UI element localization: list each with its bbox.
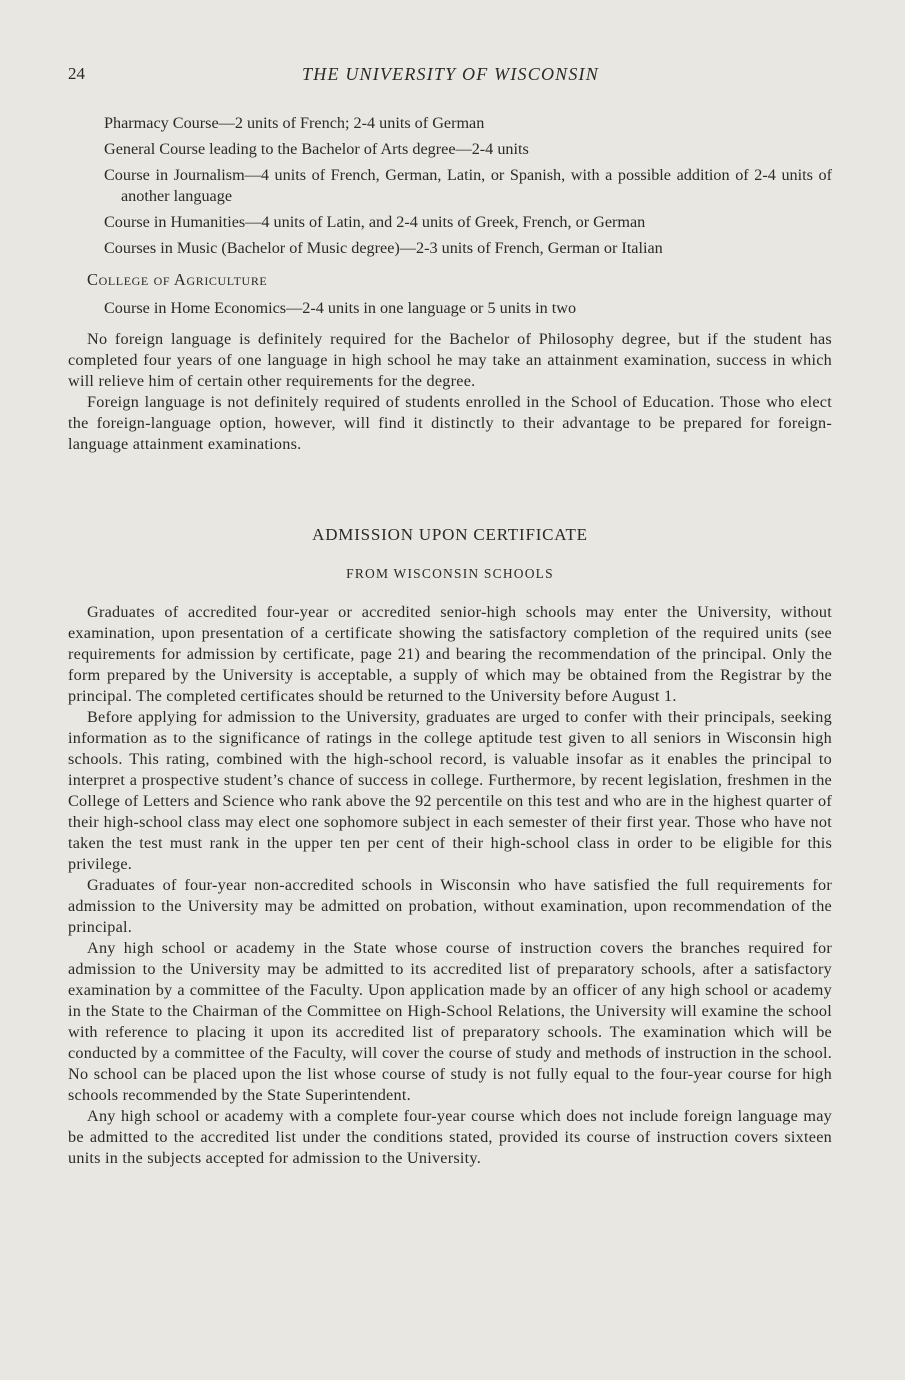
page-number: 24 [68,64,85,83]
section-body [68,602,832,1169]
list-item: Courses in Music (Bachelor of Music degree)—2-3 units of French, German or Italian [104,239,663,257]
page-body [68,113,832,1169]
list-item: Course in Humanities—4 units of Latin, and 2-4 units of Greek, French, or German [104,213,646,231]
section-title: ADMISSION UPON CERTIFICATE [312,525,588,544]
paragraph: Graduates of four-year non-accredited schools in Wisconsin who have satisfied the full requirements for admission to the University may be admitted on probation, without examination, upon recommendation of the principal. [68,876,832,936]
language-requirements-list [68,113,832,259]
running-title: THE UNIVERSITY OF WISCONSIN [302,64,599,84]
paragraph: No foreign language is definitely required for the Bachelor of Philosophy degree, but if the student has completed four years of one language in high school he may take an attainment examination, success in which will relieve him of certain other requirements for the degree. [68,330,832,390]
section-subtitle: FROM WISCONSIN SCHOOLS [346,566,554,581]
paragraph: Any high school or academy with a complete four-year course which does not include foreign language may be admitted to the accredited list under the conditions stated, provided its course of instruction covers sixteen units in the subjects accepted for admission to the University. [68,1107,832,1167]
agriculture-requirements-list [68,298,832,319]
paragraph: Graduates of accredited four-year or accredited senior-high schools may enter the University, without examination, upon presentation of a certificate showing the satisfactory completion of the required units (see requirements for admission by certificate, page 21) and bearing the recommendation of the principal. Only the form prepared by the University is acceptable, a supply of which may be obtained from the Registrar by the principal. The completed certificates should be returned to the University before August 1. [68,603,832,705]
paragraph: Before applying for admission to the University, graduates are urged to confer with their principals, seeking information as to the significance of ratings in the college aptitude test given to all seniors in Wisconsin high schools. This rating, combined with the high-school record, is valuable insofar as it enables the principal to interpret a prospective student’s chance of success in college. Furthermore, by recent legislation, freshmen in the College of Letters and Science who rank above the 92 percentile on this test and who are in the highest quarter of their high-school class may elect one sophomore subject in each semester of their first year. Those who have not taken the test must rank in the upper ten per cent of their high-school class in order to be eligible for this privilege. [68,708,832,873]
paragraph: Any high school or academy in the State whose course of instruction covers the branches required for admission to the University may be admitted to its accredited list of preparatory schools, after a satisfactory examination by a committee of the Faculty. Upon application made by an officer of any high school or academy in the State to the Chairman of the Committee on High-School Relations, the University will examine the school with reference to placing it upon its accredited list of preparatory schools. The examination which will be conducted by a committee of the Faculty, will cover the course of study and methods of instruction in the school. No school can be placed upon the list whose course of study is not fully equal to the four-year course for high schools recommended by the State Superintendent. [68,939,832,1104]
list-item: Course in Journalism—4 units of French, German, Latin, or Spanish, with a possible addition of 2-4 units of another language [104,166,832,205]
paragraph: Foreign language is not definitely required of students enrolled in the School of Education. Those who elect the foreign-language option, however, will find it distinctly to their advantage to be prepared for foreign-language attainment examinations. [68,393,832,453]
page-header [68,64,833,88]
list-item: General Course leading to the Bachelor of Arts degree—2-4 units [104,140,529,158]
college-heading: College of Agriculture [87,270,268,289]
list-item: Pharmacy Course—2 units of French; 2-4 units of German [104,114,485,132]
list-item: Course in Home Economics—2-4 units in one language or 5 units in two [104,299,577,317]
